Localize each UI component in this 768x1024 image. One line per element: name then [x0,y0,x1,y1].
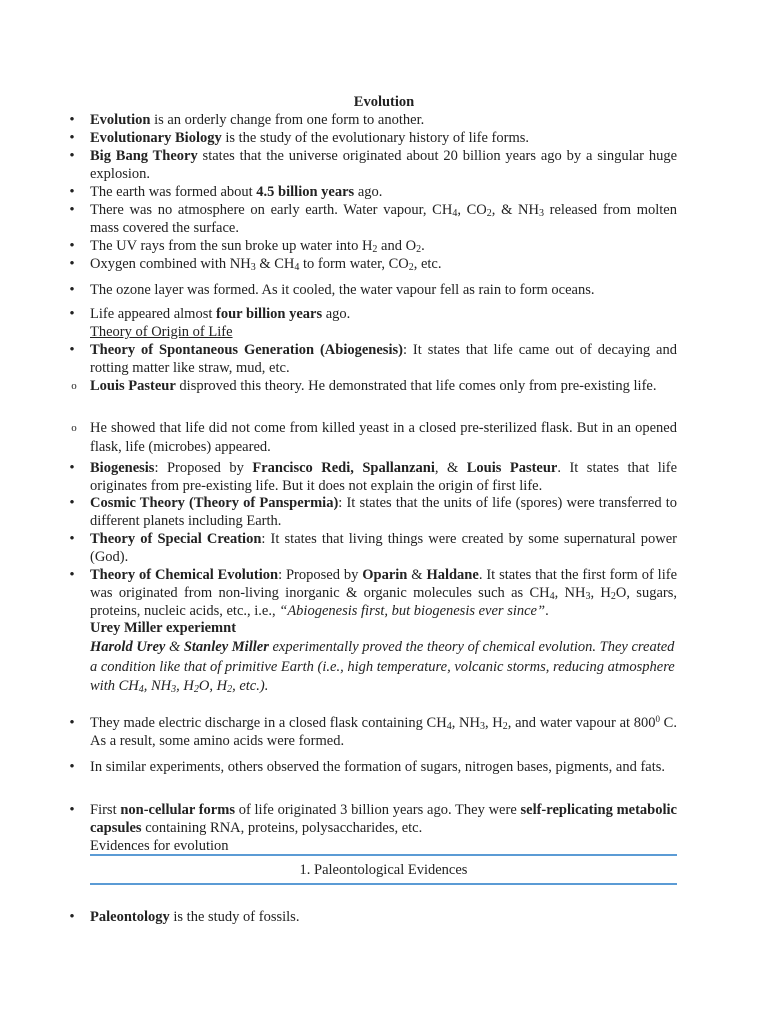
item-text: is an orderly change from one form to another. [150,112,425,128]
subscript: 2 [486,208,492,219]
subscript: 4 [138,684,144,695]
superscript: 0 [655,714,660,724]
item-text: First [90,802,121,818]
bullet-mark: • [69,238,75,254]
bold-term: Stanley Miller [183,639,269,655]
subscript: 4 [452,208,458,219]
item-text: , etc.). [232,678,269,694]
bullet-mark: • [69,148,75,164]
bold-term: 4.5 billion years [256,184,355,200]
subscript: 2 [610,591,616,602]
bullet-mark: • [69,715,75,731]
item-text: . It states that life originates from pre-existing life. But it does not explain the origin of first life. [90,460,678,494]
bold-term: Biogenesis [90,460,155,476]
item-text: & CH [255,256,295,272]
item-text: is the study of the evolutionary history of life forms. [221,130,530,146]
subscript: 4 [549,591,555,602]
bullet-mark: • [69,759,75,775]
item-text: : It states that the units of life (spores) were transferred to different planets including Earth. [90,495,678,529]
quote-text: “Abiogenesis first, but biogenesis ever since” [279,603,546,619]
item-text: In similar experiments, others observed the formation of sugars, nitrogen bases, pigments, and fats. [90,759,666,775]
list-item [69,184,677,202]
subscript: 2 [193,684,199,695]
list-item [69,566,678,620]
evidences-heading: Evidences for evolution [90,838,229,854]
item-text: They made electric discharge in a closed flask containing CH [90,715,447,731]
list-item [69,714,677,750]
item-text: , and water vapour at 800 [507,715,656,731]
list-item [69,495,678,530]
subscript: 2 [227,684,233,695]
subscript: 3 [171,684,177,695]
subscript: 3 [479,721,485,732]
circle-mark: o [71,380,77,392]
item-text: ago. [354,184,383,200]
list-item [69,130,677,148]
list-item [69,531,677,566]
subscript: 2 [372,244,378,255]
item-text: He showed that life did not come from killed yeast in a closed pre-sterilized flask. But in an opened flask, life (microbes) appeared. [90,420,677,455]
urey-miller-paragraph [90,638,677,697]
bullet-mark: • [69,909,75,925]
bullet-mark: • [69,282,75,298]
item-text: disproved this theory. He demonstrated that life comes only from pre-existing life. [175,378,657,394]
list-item [69,909,677,927]
list-item [69,759,677,777]
bullet-mark: • [69,342,75,358]
section-divider-top [90,854,677,856]
bold-term: Francisco Redi, Spallanzani [252,460,435,476]
list-item [69,460,678,495]
item-text: experimentally proved the theory of chemical evolution. They created a condition like that of primitive Earth (i.e., high temperature, volcanic storms, reducing atmosphere with CH [90,639,675,694]
bold-term: Paleontology [90,909,170,925]
bold-term: Evolution [90,112,151,128]
item-text: , & [434,460,467,476]
item-text: The ozone layer was formed. As it cooled, the water vapour fell as rain to form oceans. [90,282,595,298]
list-item [69,238,677,256]
item-text: , NH [143,678,172,694]
bullet-mark: • [69,130,75,146]
item-text: ago. [322,306,351,322]
subscript: 4 [294,262,300,273]
subscript: 2 [502,721,508,732]
item-text: . [545,603,549,619]
item-text: O, H [198,678,228,694]
item-text: The earth was formed about [90,184,257,200]
item-text: & [165,639,184,655]
item-text: , & NH [491,202,539,218]
item-text: O, sugars, proteins, nucleic acids, etc., i.e., [90,585,677,619]
item-text: There was no atmosphere on early earth. Water vapour, CH [90,202,453,218]
section-title: 1. Paleontological Evidences [299,862,468,878]
list-item [69,202,677,237]
item-text: is the study of fossils. [169,909,300,925]
bullet-mark: • [69,567,75,583]
bullet-mark: • [69,256,75,272]
experiment-heading: Urey Miller experiemnt [90,620,237,636]
item-text: & [407,567,427,583]
subscript: 3 [538,208,544,219]
bold-term: Evolutionary Biology [90,130,222,146]
bullet-mark: • [69,112,75,128]
list-item [69,342,677,377]
bold-term: non-cellular forms [120,802,235,818]
bullet-mark: • [69,495,75,511]
item-text: , etc. [413,256,442,272]
list-item [69,256,677,274]
item-text: states that the universe originated about 20 billion years ago by a singular huge explosion. [90,148,677,182]
item-text: , NH [451,715,480,731]
item-text: : Proposed by [154,460,253,476]
subscript: 2 [408,262,414,273]
list-item [69,148,677,183]
item-text: . It states that the first form of life was originated from non-living inorganic & organic molecules such as CH [90,567,678,601]
bold-term: self-replicating metabolic capsules [90,802,677,836]
page-title: Evolution [353,94,415,110]
item-text: : Proposed by [278,567,363,583]
bold-term: Theory of Spontaneous Generation (Abiogenesis) [90,342,403,358]
item-text: Life appeared almost [90,306,217,322]
bold-term: Louis Pasteur [90,378,176,394]
item-text: : It states that living things were created by some supernatural power (God). [90,531,677,565]
bold-term: Theory of Special Creation [90,531,262,547]
item-text: The UV rays from the sun broke up water into H [90,238,373,254]
item-text: , NH [554,585,586,601]
list-item [69,112,677,130]
section-heading: Theory of Origin of Life [90,324,233,340]
list-item [69,306,677,324]
list-item [69,802,677,837]
item-text: released from molten mass covered the surface. [90,202,677,236]
bold-term: Theory of Chemical Evolution [90,567,279,583]
subscript: 3 [585,591,591,602]
item-text: of life originated 3 billion years ago. They were [234,802,521,818]
bold-term: Haldane [426,567,479,583]
sub-list-item [71,377,677,396]
subscript: 3 [250,262,256,273]
bold-term: four billion years [216,306,323,322]
item-text: , H [590,585,611,601]
bullet-mark: • [69,802,75,818]
item-text: containing RNA, proteins, polysaccharides, etc. [141,819,423,836]
bullet-mark: • [69,184,75,200]
item-text: : It states that life came out of decaying and rotting matter like straw, mud, etc. [90,342,677,376]
item-text: C. As a result, some amino acids were formed. [90,715,677,749]
item-text: , H [484,715,503,731]
item-text: , H [176,678,194,694]
bullet-mark: • [69,460,75,476]
bold-term: Louis Pasteur [466,460,558,476]
list-item [69,282,677,300]
item-text: , CO [457,202,487,218]
item-text: Oxygen combined with NH [90,256,251,272]
circle-mark: o [71,422,77,434]
bold-term: Harold Urey [90,639,166,655]
bullet-mark: • [69,202,75,218]
bullet-mark: • [69,306,75,322]
bold-term: Oparin [362,567,408,583]
item-text: and O [377,238,417,254]
section-divider-bottom [90,883,677,885]
bold-term: Big Bang Theory [90,148,198,164]
subscript: 4 [446,721,452,732]
bullet-mark: • [69,531,75,547]
item-text: . [421,238,425,254]
bold-term: Cosmic Theory (Theory of Panspermia) [90,495,339,511]
sub-list-item [71,419,677,456]
subscript: 2 [416,244,422,255]
item-text: to form water, CO [299,256,409,272]
